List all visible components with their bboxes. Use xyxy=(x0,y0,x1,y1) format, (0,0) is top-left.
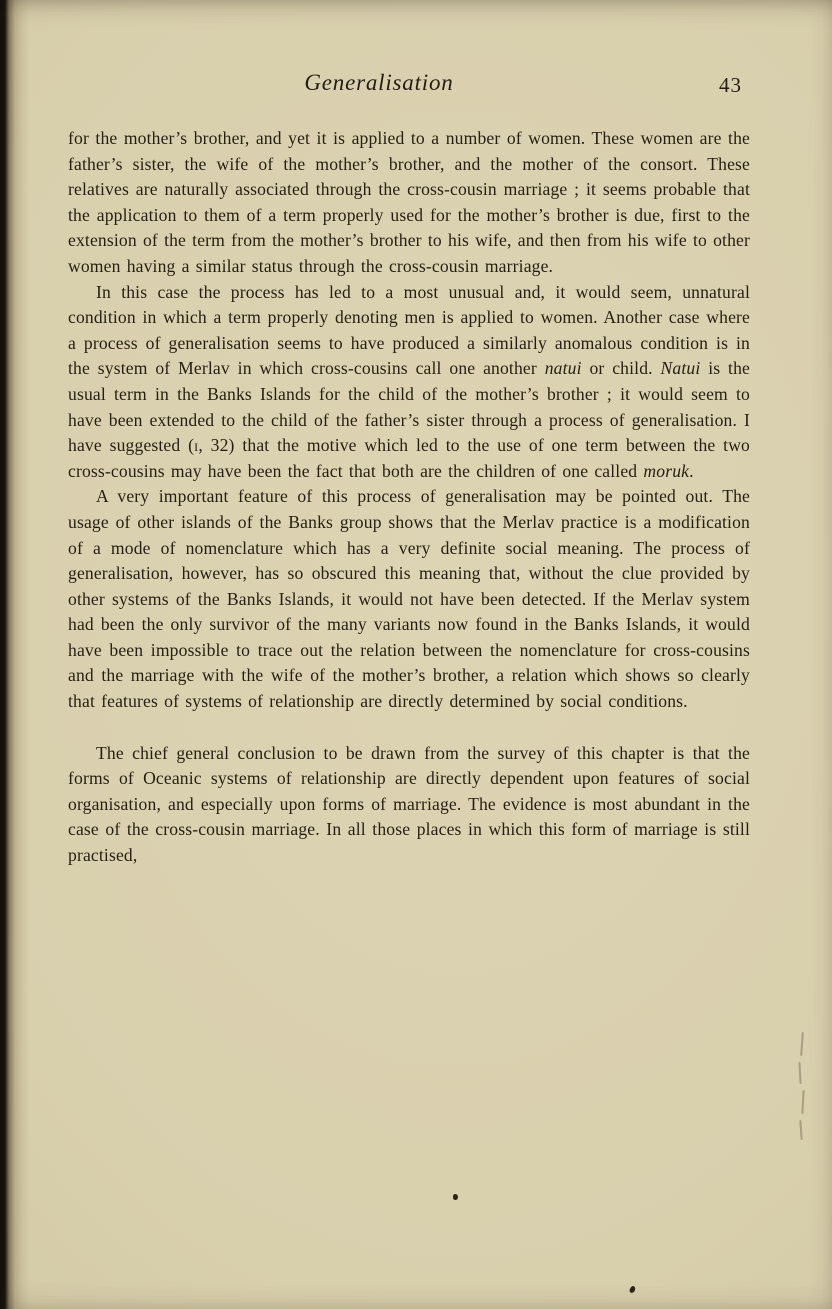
text-run: In this case the process has led to a most unusual and, it would seem, unnatural condition in which a term properly denoting men is applied to women. Another case where a process of generalisation seems to have produced a similarly anomalous condition is in the system of Merlav in which cross-cousins call one another xyxy=(68,281,750,379)
paragraph xyxy=(68,484,750,714)
page-body xyxy=(68,126,750,869)
text-run-italic: moruk xyxy=(643,460,690,481)
margin-pencil-mark xyxy=(800,1032,804,1056)
margin-pencil-mark xyxy=(799,1120,802,1140)
page-number: 43 xyxy=(719,73,742,97)
text-run: is the usual term in the Banks Islands for the child of the mother’s brother ; it would seem to have been extended to the child of the father’s sister through a process of generalisation. I have suggested ( xyxy=(68,358,750,456)
text-run: for the mother’s brother, and yet it is applied to a number of women. These women are the father’s sister, the wife of the mother’s brother, and the mother of the consort. These relatives are naturally associated through the cross-cousin marriage ; it seems probable that the application to them of a term properly used for the mother’s brother is due, first to the extension of the term from the mother’s brother to his wife, and then from his wife to other women having a similar status through the cross-cousin marriage. xyxy=(68,128,750,276)
paragraph xyxy=(68,280,750,485)
page-content xyxy=(68,70,750,869)
running-title: Generalisation xyxy=(304,70,454,95)
paragraph xyxy=(68,126,750,280)
text-run: . xyxy=(689,460,694,481)
margin-pencil-mark xyxy=(801,1090,804,1114)
margin-pencil-mark xyxy=(798,1062,801,1084)
text-run-smallcaps: i xyxy=(194,435,199,456)
text-run-italic: Natui xyxy=(660,358,701,379)
text-run: A very important feature of this process of generalisation may be pointed out. The usage of other islands of the Banks group shows that the Merlav practice is a modification of a mode of nomenclature which has a very definite social meaning. The process of generalisation, however, has so obscured this meaning that, without the clue provided by other systems of the Banks Islands, it would not have been detected. If the Merlav system had been the only survivor of the many variants now found in the Banks Islands, it would have been impossible to trace out the relation between the nomenclature for cross-cousins and the marriage with the wife of the mother’s brother, a relation which shows so clearly that features of systems of relationship are directly determined by social conditions. xyxy=(68,486,750,712)
text-run: or child. xyxy=(581,358,661,379)
text-run: The chief general conclusion to be drawn from the survey of this chapter is that the forms of Oceanic systems of relationship are directly dependent upon features of social organisation, and especially upon forms of marriage. The evidence is most abundant in the case of the cross-cousin marriage. In all those places in which this form of marriage is still practised, xyxy=(68,742,750,866)
ink-speck xyxy=(629,1285,636,1293)
text-run: , 32) that the motive which led to the use of one term between the two cross-cousins may have been the fact that both are the children of one called xyxy=(68,435,750,481)
paragraph xyxy=(68,741,750,869)
page-header xyxy=(68,70,750,116)
text-run-italic: natui xyxy=(544,358,582,379)
ink-speck xyxy=(453,1194,458,1200)
binding-shadow xyxy=(0,0,30,1309)
